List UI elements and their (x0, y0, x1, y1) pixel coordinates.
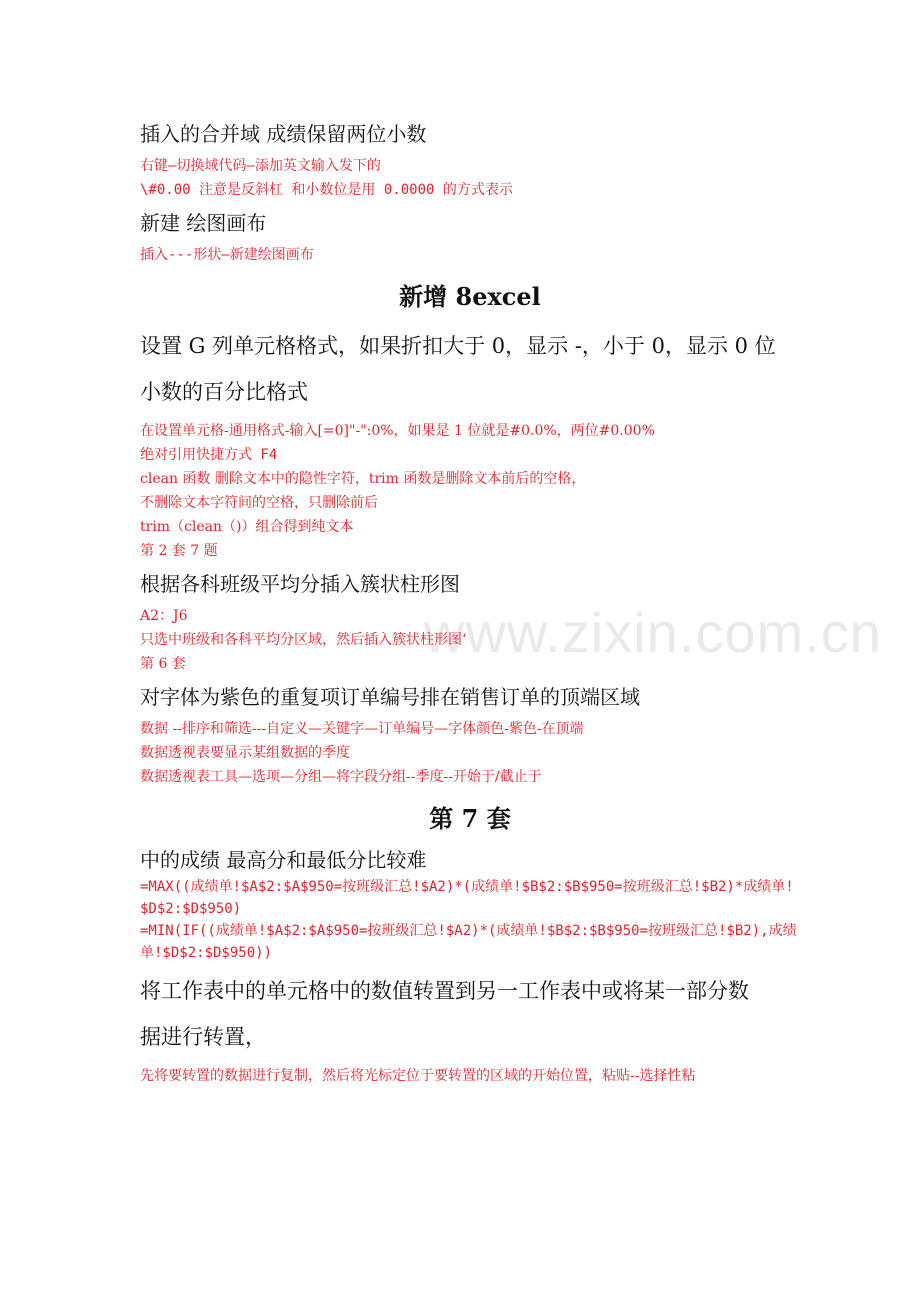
red-note: 插入---形状—新建绘图画布 (140, 247, 314, 263)
body-text: 设置 G 列单元格格式，如果折扣大于 0，显示 -，小于 0，显示 0 位 (140, 334, 776, 358)
section-title: 新增 8excel (399, 282, 541, 311)
document-body (140, 119, 800, 1088)
red-note: 第 6 套 (140, 656, 186, 672)
red-note: 第 2 套 7 题 (140, 543, 218, 559)
red-note: 不删除文本字符间的空格，只删除前后 (140, 495, 378, 511)
section-heading: 根据各科班级平均分插入簇状柱形图 (140, 572, 460, 596)
red-note: 数据透视表要显示某组数据的季度 (140, 745, 350, 761)
red-note: 只选中班级和各科平均分区域，然后插入簇状柱形图‘ (140, 632, 467, 648)
red-note: clean 函数 删除文本中的隐性字符，trim 函数是删除文本前后的空格， (140, 471, 586, 487)
watermark: www.zixin.com.cn (424, 601, 882, 664)
red-note: 数据 --排序和筛选---自定义—关键字—订单编号—字体颜色-紫色-在顶端 (140, 721, 584, 737)
red-note: 在设置单元格-通用格式-输入[=0]"-":0%，如果是 1 位就是#0.0%，两位#0.00% (140, 423, 655, 439)
section-heading: 新建 绘图画布 (140, 211, 267, 235)
section-heading: 对字体为紫色的重复项订单编号排在销售订单的顶端区域 (140, 685, 640, 709)
formula-text: =MIN(IF((成绩单!$A$2:$A$950=按班级汇总!$A2)*(成绩单!$B$2:$B$950=按班级汇总!$B2),成绩单!$D$2:$D$950)) (140, 923, 797, 961)
red-note: trim（clean（)）组合得到纯文本 (140, 519, 354, 535)
red-note: 绝对引用快捷方式 F4 (140, 447, 278, 463)
section-title: 第 7 套 (429, 804, 511, 833)
red-note: 右键—切换域代码—添加英文输入发下的 (140, 158, 381, 174)
body-text: 小数的百分比格式 (140, 380, 308, 404)
red-note: \#0.00 注意是反斜杠 和小数位是用 0.0000 的方式表示 (140, 182, 513, 198)
section-heading: 中的成绩 最高分和最低分比较难 (140, 848, 427, 872)
body-text: 将工作表中的单元格中的数值转置到另一工作表中或将某一部分数 (140, 979, 749, 1003)
section-heading: 插入的合并域 成绩保留两位小数 (140, 122, 427, 146)
red-note: 先将要转置的数据进行复制，然后将光标定位于要转置的区域的开始位置，粘贴--选择性粘 (140, 1068, 696, 1084)
red-note: A2：J6 (140, 608, 188, 624)
red-note: 数据透视表工具—选项—分组—将字段分组--季度--开始于/截止于 (140, 769, 542, 785)
body-text: 据进行转置， (140, 1025, 266, 1049)
formula-text: =MAX((成绩单!$A$2:$A$950=按班级汇总!$A2)*(成绩单!$B$2:$B$950=按班级汇总!$B2)*成绩单!$D$2:$D$950) (140, 879, 794, 917)
